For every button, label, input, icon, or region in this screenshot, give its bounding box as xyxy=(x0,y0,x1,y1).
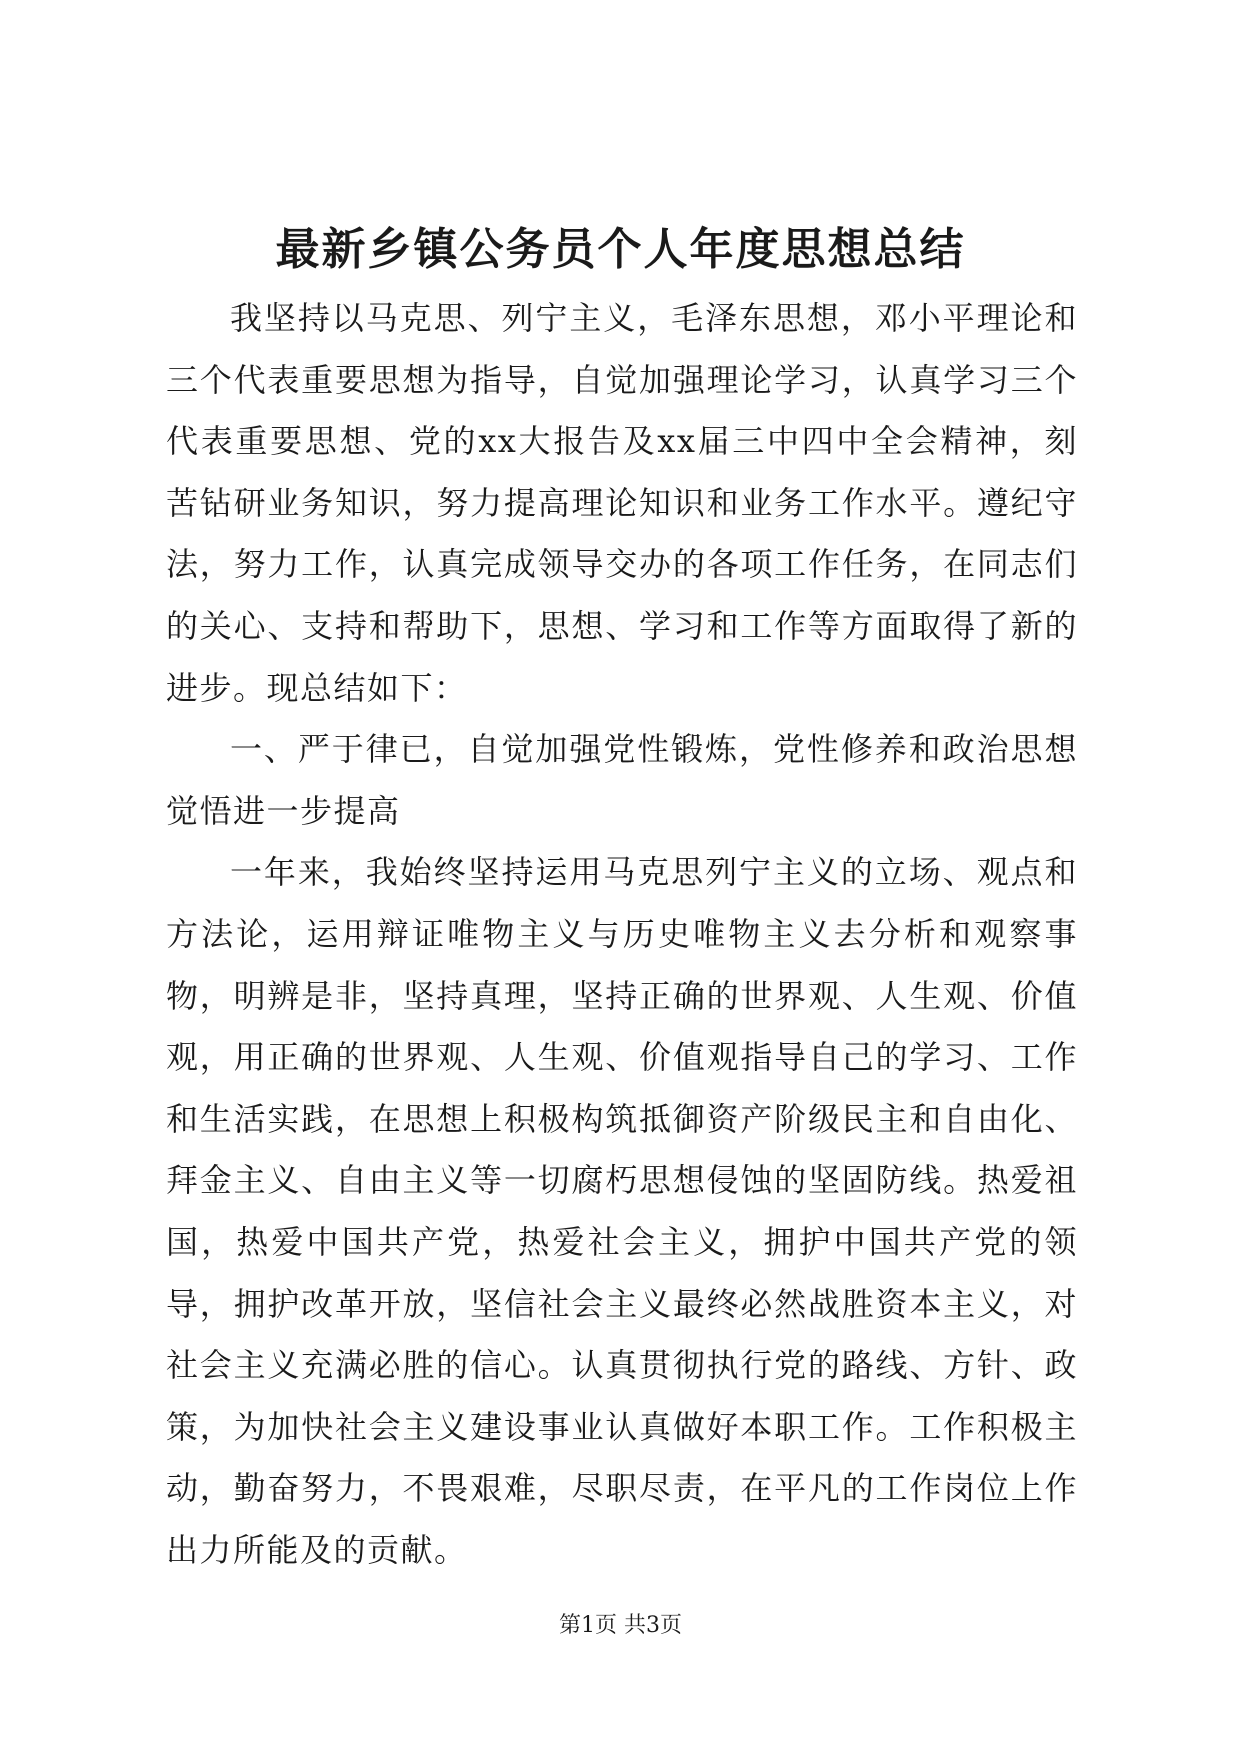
document-title: 最新乡镇公务员个人年度思想总结 xyxy=(275,224,966,275)
paragraph-section-1: 一年来，我始终坚持运用马克思列宁主义的立场、观点和方法论，运用辩证唯物主义与历史唯物主义去分析和观察事物，明辨是非，坚持真理，坚持正确的世界观、人生观、价值观，用正确的世界观、人生观、价值观指导自己的学习、工作和生活实践，在思想上积极构筑抵御资产阶级民主和自由化、拜金主义、自由主义等一切腐朽思想侵蚀的坚固防线。热爱祖国，热爱中国共产党，热爱社会主义，拥护中国共产党的领导，拥护改革开放，坚信社会主义最终必然战胜资本主义，对社会主义充满必胜的信心。认真贯彻执行党的路线、方针、政策，为加快社会主义建设事业认真做好本职工作。工作积极主动，勤奋努力，不畏艰难，尽职尽责，在平凡的工作岗位上作出力所能及的贡献。 xyxy=(166,853,1078,1569)
page-number-footer: 第1页 共3页 xyxy=(559,1613,682,1638)
document-body xyxy=(166,288,1078,1581)
paragraph-intro: 我坚持以马克思、列宁主义，毛泽东思想，邓小平理论和三个代表重要思想为指导，自觉加强理论学习，认真学习三个代表重要思想、党的xx大报告及xx届三中四中全会精神，刻苦钻研业务知识，努力提高理论知识和业务工作水平。遵纪守法，努力工作，认真完成领导交办的各项工作任务，在同志们的关心、支持和帮助下，思想、学习和工作等方面取得了新的进步。现总结如下： xyxy=(166,299,1078,707)
section-heading-1: 一、严于律已，自觉加强党性锻炼，党性修养和政治思想觉悟进一步提高 xyxy=(166,730,1078,830)
